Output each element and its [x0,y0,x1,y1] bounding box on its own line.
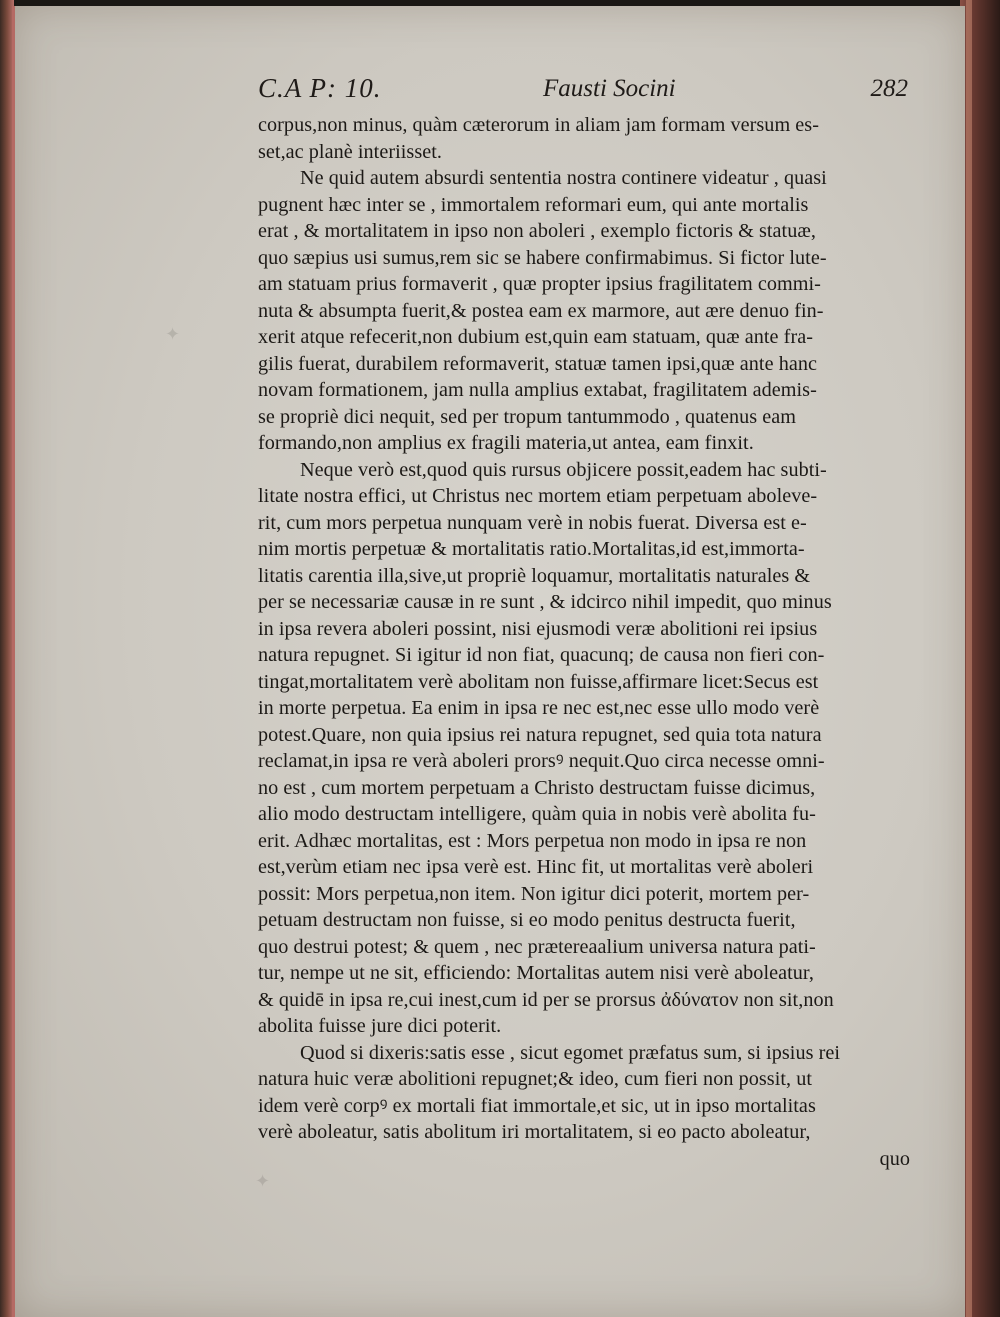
bleed-through-mark: ✦ [255,1171,271,1191]
text-line: abolita fuisse jure dici poterit. [258,1015,502,1037]
body-text [258,112,930,1172]
text-line: gilis fuerat, durabilem reformaverit, statuæ tamen ipsi,quæ ante hanc [258,352,817,375]
text-line: erit. Adhæc mortalitas, est : Mors perpetua non modo in ipsa re non [258,829,807,852]
text-line: natura repugnet. Si igitur id non fiat, quacunq; de causa non fieri con- [258,644,825,666]
text-line: idem verè corpꝰ ex mortali fiat immortale,et sic, ut in ipso mortalitas [258,1094,816,1117]
paragraph-start-line: Neque verò est,quod quis rursus objicere possit,eadem hac subti- [300,458,827,481]
text-line: litatis carentia illa,sive,ut propriè loquamur, mortalitatis naturales & [258,564,811,587]
text-line: set,ac planè interiisset. [258,140,442,163]
text-line: am statuam prius formaverit , quæ propter ipsius fragilitatem commi- [258,273,821,295]
text-line: in ipsa revera aboleri possint, nisi ejusmodi veræ abolitioni rei ipsius [258,617,818,640]
paragraph-start-line: Quod si dixeris:satis esse , sicut egomet præfatus sum, si ipsius rei [300,1041,841,1064]
text-line: rit, cum mors perpetua nunquam verè in nobis fuerat. Diversa est e- [258,511,807,534]
running-header [258,73,908,115]
text-line: reclamat,in ipsa re verà aboleri prorsꝰ nequit.Quo circa necesse omni- [258,750,825,772]
page-stack-highlight [966,0,972,1317]
text-line: quo destrui potest; & quem , nec prætereaalium universa natura pati- [258,935,816,958]
text-line: in morte perpetua. Ea enim in ipsa re nec est,nec esse ullo modo verè [258,697,820,719]
text-line: potest.Quare, non quia ipsius rei natura repugnet, sed quia tota natura [258,723,822,746]
text-line: nim mortis perpetuæ & mortalitatis ratio.Mortalitas,id est,immorta- [258,538,805,560]
text-line: xerit atque refecerit,non dubium est,quin eam statuam, quæ ante fra- [258,326,813,348]
text-line: se propriè dici nequit, sed per tropum tantummodo , quatenus eam [258,405,797,428]
text-line: no est , cum mortem perpetuam a Christo destructam fuisse dicimus, [258,776,816,799]
text-line: tingat,mortalitatem verè abolitam non fuisse,affirmare licet:Secus est [258,670,819,693]
text-line: & quidē in ipsa re,cui inest,cum id per se prorsus ἀδύνατον non sit,non [258,988,834,1011]
running-title: Fausti Socini [543,75,676,102]
text-line: verè aboleatur, satis abolitum iri mortalitatem, si eo pacto aboleatur, [258,1121,811,1143]
text-line: formando,non amplius ex fragili materia,ut antea, eam finxit. [258,432,754,454]
page-number: 282 [870,75,908,102]
text-line: corpus,non minus, quàm cæterorum in aliam jam formam versum es- [258,114,819,136]
chapter-label: C.A P: 10. [258,73,382,103]
text-line: petuam destructam non fuisse, si eo modo penitus destructa fuerit, [258,909,796,931]
text-line: erat , & mortalitatem in ipso non aboleri , exemplo fictoris & statuæ, [258,220,816,242]
bleed-through-mark: ✦ [165,324,181,344]
text-line: natura huic veræ abolitioni repugnet;& ideo, cum fieri non possit, ut [258,1068,813,1090]
text-line: litate nostra effici, ut Christus nec mortem etiam perpetuam aboleve- [258,485,818,507]
text-line: pugnent hæc inter se , immortalem reformari eum, qui ante mortalis [258,193,809,216]
paragraph-start-line: Ne quid autem absurdi sententia nostra continere videatur , quasi [300,167,827,189]
text-line: est,verùm etiam nec ipsa verè est. Hinc fit, ut mortalitas verè aboleri [258,856,814,878]
text-line: tur, nempe ut ne sit, efficiendo: Mortalitas autem nisi verè aboleatur, [258,962,814,984]
text-line: quo sæpius usi sumus,rem sic se habere confirmabimus. Si fictor lute- [258,246,827,269]
text-line: per se necessariæ causæ in re sunt , & idcirco nihil impedit, quo minus [258,591,832,613]
text-line: possit: Mors perpetua,non item. Non igitur dici poterit, mortem per- [258,882,810,905]
text-line: alio modo destructam intelligere, quàm quia in nobis verè abolita fu- [258,803,816,825]
text-line: nuta & absumpta fuerit,& postea eam ex marmore, aut ære denuo fin- [258,299,824,322]
text-line: novam formationem, jam nulla amplius extabat, fragilitatem ademis- [258,379,817,401]
catchword: quo [879,1147,910,1170]
